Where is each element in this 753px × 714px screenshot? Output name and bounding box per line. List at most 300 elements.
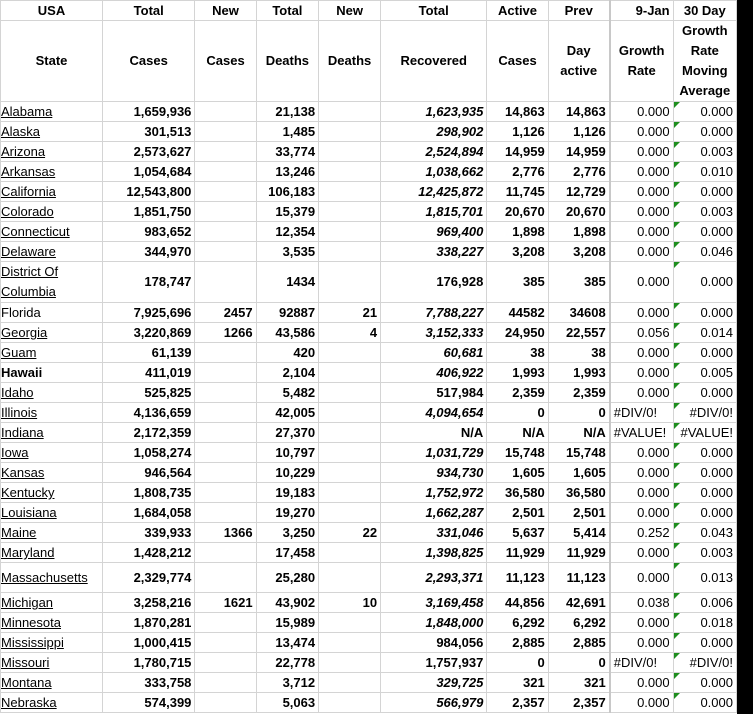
- new-deaths-cell[interactable]: [319, 242, 381, 262]
- moving-average-cell[interactable]: 0.000: [673, 693, 736, 713]
- new-deaths-cell[interactable]: [319, 363, 381, 383]
- prev-day-active-cell[interactable]: 11,123: [548, 563, 609, 593]
- new-deaths-cell[interactable]: [319, 653, 381, 673]
- new-cases-cell[interactable]: [195, 503, 256, 523]
- growth-rate-cell[interactable]: #VALUE!: [610, 423, 673, 443]
- total-deaths-cell[interactable]: 3,250: [256, 523, 319, 543]
- total-cases-cell[interactable]: 4,136,659: [103, 403, 195, 423]
- moving-average-cell[interactable]: 0.003: [673, 142, 736, 162]
- recovered-cell[interactable]: 1,038,662: [381, 162, 487, 182]
- total-deaths-cell[interactable]: 19,270: [256, 503, 319, 523]
- header-total-cases[interactable]: Cases: [103, 21, 195, 102]
- state-cell[interactable]: District Of Columbia: [1, 262, 103, 303]
- prev-day-active-cell[interactable]: N/A: [548, 423, 609, 443]
- moving-average-cell[interactable]: 0.000: [673, 443, 736, 463]
- growth-rate-cell[interactable]: #DIV/0!: [610, 653, 673, 673]
- active-cases-cell[interactable]: 1,126: [487, 122, 548, 142]
- recovered-cell[interactable]: 331,046: [381, 523, 487, 543]
- recovered-cell[interactable]: 4,094,654: [381, 403, 487, 423]
- new-deaths-cell[interactable]: [319, 142, 381, 162]
- moving-average-cell[interactable]: 0.000: [673, 182, 736, 202]
- new-cases-cell[interactable]: [195, 693, 256, 713]
- total-cases-cell[interactable]: 2,172,359: [103, 423, 195, 443]
- growth-rate-cell[interactable]: 0.000: [610, 102, 673, 122]
- header-new-cases-top[interactable]: New: [195, 1, 256, 21]
- new-cases-cell[interactable]: [195, 142, 256, 162]
- new-deaths-cell[interactable]: [319, 463, 381, 483]
- moving-average-cell[interactable]: #DIV/0!: [673, 653, 736, 673]
- new-cases-cell[interactable]: [195, 613, 256, 633]
- total-deaths-cell[interactable]: 15,379: [256, 202, 319, 222]
- active-cases-cell[interactable]: 14,863: [487, 102, 548, 122]
- prev-day-active-cell[interactable]: 6,292: [548, 613, 609, 633]
- new-cases-cell[interactable]: 1366: [195, 523, 256, 543]
- active-cases-cell[interactable]: 0: [487, 653, 548, 673]
- header-total-recovered-top[interactable]: Total: [381, 1, 487, 21]
- prev-day-active-cell[interactable]: 2,357: [548, 693, 609, 713]
- header-new-cases[interactable]: Cases: [195, 21, 256, 102]
- new-cases-cell[interactable]: [195, 483, 256, 503]
- state-cell[interactable]: Georgia: [1, 323, 103, 343]
- new-cases-cell[interactable]: [195, 403, 256, 423]
- growth-rate-cell[interactable]: 0.038: [610, 593, 673, 613]
- moving-average-cell[interactable]: 0.000: [673, 262, 736, 303]
- growth-rate-cell[interactable]: 0.000: [610, 563, 673, 593]
- total-cases-cell[interactable]: 12,543,800: [103, 182, 195, 202]
- active-cases-cell[interactable]: 44,856: [487, 593, 548, 613]
- header-total-deaths[interactable]: Deaths: [256, 21, 319, 102]
- new-deaths-cell[interactable]: [319, 122, 381, 142]
- new-deaths-cell[interactable]: [319, 563, 381, 593]
- total-deaths-cell[interactable]: 10,229: [256, 463, 319, 483]
- header-prev-top[interactable]: Prev: [548, 1, 609, 21]
- header-new-deaths-top[interactable]: New: [319, 1, 381, 21]
- growth-rate-cell[interactable]: 0.000: [610, 182, 673, 202]
- prev-day-active-cell[interactable]: 0: [548, 403, 609, 423]
- total-cases-cell[interactable]: 1,428,212: [103, 543, 195, 563]
- state-cell[interactable]: Maine: [1, 523, 103, 543]
- prev-day-active-cell[interactable]: 385: [548, 262, 609, 303]
- total-deaths-cell[interactable]: 17,458: [256, 543, 319, 563]
- recovered-cell[interactable]: 3,169,458: [381, 593, 487, 613]
- moving-average-cell[interactable]: 0.018: [673, 613, 736, 633]
- growth-rate-cell[interactable]: 0.000: [610, 303, 673, 323]
- moving-average-cell[interactable]: 0.003: [673, 543, 736, 563]
- recovered-cell[interactable]: 1,752,972: [381, 483, 487, 503]
- new-deaths-cell[interactable]: [319, 182, 381, 202]
- state-cell[interactable]: Colorado: [1, 202, 103, 222]
- prev-day-active-cell[interactable]: 20,670: [548, 202, 609, 222]
- total-cases-cell[interactable]: 3,220,869: [103, 323, 195, 343]
- prev-day-active-cell[interactable]: 38: [548, 343, 609, 363]
- active-cases-cell[interactable]: 2,357: [487, 693, 548, 713]
- state-cell[interactable]: Indiana: [1, 423, 103, 443]
- state-cell[interactable]: Montana: [1, 673, 103, 693]
- total-cases-cell[interactable]: 1,780,715: [103, 653, 195, 673]
- new-cases-cell[interactable]: [195, 343, 256, 363]
- growth-rate-cell[interactable]: 0.000: [610, 222, 673, 242]
- prev-day-active-cell[interactable]: 36,580: [548, 483, 609, 503]
- state-cell[interactable]: Massachusetts: [1, 563, 103, 593]
- header-30day-top[interactable]: 30 Day: [673, 1, 736, 21]
- moving-average-cell[interactable]: 0.000: [673, 102, 736, 122]
- recovered-cell[interactable]: 12,425,872: [381, 182, 487, 202]
- active-cases-cell[interactable]: 11,745: [487, 182, 548, 202]
- new-cases-cell[interactable]: [195, 633, 256, 653]
- state-cell[interactable]: Delaware: [1, 242, 103, 262]
- new-deaths-cell[interactable]: 21: [319, 303, 381, 323]
- total-cases-cell[interactable]: 1,659,936: [103, 102, 195, 122]
- new-cases-cell[interactable]: [195, 443, 256, 463]
- total-deaths-cell[interactable]: 27,370: [256, 423, 319, 443]
- prev-day-active-cell[interactable]: 2,359: [548, 383, 609, 403]
- total-cases-cell[interactable]: 333,758: [103, 673, 195, 693]
- state-cell[interactable]: Kentucky: [1, 483, 103, 503]
- prev-day-active-cell[interactable]: 15,748: [548, 443, 609, 463]
- new-cases-cell[interactable]: 2457: [195, 303, 256, 323]
- new-deaths-cell[interactable]: [319, 693, 381, 713]
- prev-day-active-cell[interactable]: 5,414: [548, 523, 609, 543]
- active-cases-cell[interactable]: 11,929: [487, 543, 548, 563]
- total-cases-cell[interactable]: 301,513: [103, 122, 195, 142]
- new-deaths-cell[interactable]: 10: [319, 593, 381, 613]
- state-cell[interactable]: Connecticut: [1, 222, 103, 242]
- growth-rate-cell[interactable]: 0.000: [610, 503, 673, 523]
- moving-average-cell[interactable]: 0.000: [673, 673, 736, 693]
- state-cell[interactable]: Iowa: [1, 443, 103, 463]
- total-cases-cell[interactable]: 1,684,058: [103, 503, 195, 523]
- active-cases-cell[interactable]: 2,501: [487, 503, 548, 523]
- active-cases-cell[interactable]: 385: [487, 262, 548, 303]
- recovered-cell[interactable]: 566,979: [381, 693, 487, 713]
- total-deaths-cell[interactable]: 15,989: [256, 613, 319, 633]
- new-cases-cell[interactable]: [195, 423, 256, 443]
- new-cases-cell[interactable]: [195, 653, 256, 673]
- moving-average-cell[interactable]: 0.000: [673, 303, 736, 323]
- new-deaths-cell[interactable]: [319, 162, 381, 182]
- growth-rate-cell[interactable]: 0.000: [610, 673, 673, 693]
- new-deaths-cell[interactable]: [319, 222, 381, 242]
- prev-day-active-cell[interactable]: 12,729: [548, 182, 609, 202]
- moving-average-cell[interactable]: 0.046: [673, 242, 736, 262]
- state-cell[interactable]: Florida: [1, 303, 103, 323]
- active-cases-cell[interactable]: 14,959: [487, 142, 548, 162]
- total-cases-cell[interactable]: 178,747: [103, 262, 195, 303]
- header-usa[interactable]: USA: [1, 1, 103, 21]
- state-cell[interactable]: Louisiana: [1, 503, 103, 523]
- total-deaths-cell[interactable]: 3,712: [256, 673, 319, 693]
- moving-average-cell[interactable]: 0.000: [673, 463, 736, 483]
- new-cases-cell[interactable]: 1266: [195, 323, 256, 343]
- total-deaths-cell[interactable]: 420: [256, 343, 319, 363]
- prev-day-active-cell[interactable]: 2,885: [548, 633, 609, 653]
- header-new-deaths[interactable]: Deaths: [319, 21, 381, 102]
- total-deaths-cell[interactable]: 21,138: [256, 102, 319, 122]
- header-active-top[interactable]: Active: [487, 1, 548, 21]
- new-deaths-cell[interactable]: [319, 613, 381, 633]
- active-cases-cell[interactable]: 1,993: [487, 363, 548, 383]
- total-cases-cell[interactable]: 344,970: [103, 242, 195, 262]
- total-cases-cell[interactable]: 1,058,274: [103, 443, 195, 463]
- moving-average-cell[interactable]: 0.000: [673, 503, 736, 523]
- recovered-cell[interactable]: 1,623,935: [381, 102, 487, 122]
- growth-rate-cell[interactable]: 0.000: [610, 202, 673, 222]
- total-deaths-cell[interactable]: 5,063: [256, 693, 319, 713]
- total-cases-cell[interactable]: 574,399: [103, 693, 195, 713]
- moving-average-cell[interactable]: 0.000: [673, 383, 736, 403]
- new-cases-cell[interactable]: [195, 202, 256, 222]
- prev-day-active-cell[interactable]: 1,993: [548, 363, 609, 383]
- prev-day-active-cell[interactable]: 321: [548, 673, 609, 693]
- new-deaths-cell[interactable]: [319, 483, 381, 503]
- active-cases-cell[interactable]: 1,898: [487, 222, 548, 242]
- total-cases-cell[interactable]: 339,933: [103, 523, 195, 543]
- new-deaths-cell[interactable]: [319, 543, 381, 563]
- new-cases-cell[interactable]: 1621: [195, 593, 256, 613]
- new-cases-cell[interactable]: [195, 543, 256, 563]
- new-deaths-cell[interactable]: [319, 383, 381, 403]
- moving-average-cell[interactable]: 0.014: [673, 323, 736, 343]
- state-cell[interactable]: Alaska: [1, 122, 103, 142]
- state-cell[interactable]: Guam: [1, 343, 103, 363]
- moving-average-cell[interactable]: 0.000: [673, 343, 736, 363]
- total-deaths-cell[interactable]: 33,774: [256, 142, 319, 162]
- total-cases-cell[interactable]: 61,139: [103, 343, 195, 363]
- prev-day-active-cell[interactable]: 2,776: [548, 162, 609, 182]
- total-cases-cell[interactable]: 1,851,750: [103, 202, 195, 222]
- recovered-cell[interactable]: 934,730: [381, 463, 487, 483]
- total-deaths-cell[interactable]: 92887: [256, 303, 319, 323]
- state-cell[interactable]: Michigan: [1, 593, 103, 613]
- new-cases-cell[interactable]: [195, 363, 256, 383]
- total-deaths-cell[interactable]: 22,778: [256, 653, 319, 673]
- active-cases-cell[interactable]: 2,359: [487, 383, 548, 403]
- new-cases-cell[interactable]: [195, 162, 256, 182]
- growth-rate-cell[interactable]: 0.000: [610, 363, 673, 383]
- new-cases-cell[interactable]: [195, 182, 256, 202]
- new-cases-cell[interactable]: [195, 262, 256, 303]
- new-deaths-cell[interactable]: 22: [319, 523, 381, 543]
- growth-rate-cell[interactable]: 0.000: [610, 483, 673, 503]
- total-deaths-cell[interactable]: 1434: [256, 262, 319, 303]
- total-deaths-cell[interactable]: 43,902: [256, 593, 319, 613]
- header-recovered[interactable]: Recovered: [381, 21, 487, 102]
- total-deaths-cell[interactable]: 12,354: [256, 222, 319, 242]
- total-cases-cell[interactable]: 2,329,774: [103, 563, 195, 593]
- new-deaths-cell[interactable]: [319, 202, 381, 222]
- state-cell[interactable]: Hawaii: [1, 363, 103, 383]
- header-total-cases-top[interactable]: Total: [103, 1, 195, 21]
- total-cases-cell[interactable]: 1,808,735: [103, 483, 195, 503]
- recovered-cell[interactable]: 1,815,701: [381, 202, 487, 222]
- growth-rate-cell[interactable]: 0.000: [610, 543, 673, 563]
- total-deaths-cell[interactable]: 42,005: [256, 403, 319, 423]
- active-cases-cell[interactable]: N/A: [487, 423, 548, 443]
- state-cell[interactable]: Minnesota: [1, 613, 103, 633]
- active-cases-cell[interactable]: 15,748: [487, 443, 548, 463]
- prev-day-active-cell[interactable]: 1,126: [548, 122, 609, 142]
- moving-average-cell[interactable]: 0.010: [673, 162, 736, 182]
- active-cases-cell[interactable]: 24,950: [487, 323, 548, 343]
- growth-rate-cell[interactable]: 0.000: [610, 443, 673, 463]
- moving-average-cell[interactable]: 0.000: [673, 483, 736, 503]
- recovered-cell[interactable]: 517,984: [381, 383, 487, 403]
- recovered-cell[interactable]: N/A: [381, 423, 487, 443]
- prev-day-active-cell[interactable]: 14,863: [548, 102, 609, 122]
- state-cell[interactable]: Missouri: [1, 653, 103, 673]
- header-moving-average[interactable]: Growth Rate Moving Average: [673, 21, 736, 102]
- total-deaths-cell[interactable]: 10,797: [256, 443, 319, 463]
- moving-average-cell[interactable]: 0.000: [673, 222, 736, 242]
- growth-rate-cell[interactable]: 0.000: [610, 122, 673, 142]
- recovered-cell[interactable]: 176,928: [381, 262, 487, 303]
- active-cases-cell[interactable]: 5,637: [487, 523, 548, 543]
- new-cases-cell[interactable]: [195, 242, 256, 262]
- prev-day-active-cell[interactable]: 11,929: [548, 543, 609, 563]
- growth-rate-cell[interactable]: 0.000: [610, 162, 673, 182]
- recovered-cell[interactable]: 1,757,937: [381, 653, 487, 673]
- new-cases-cell[interactable]: [195, 673, 256, 693]
- recovered-cell[interactable]: 60,681: [381, 343, 487, 363]
- prev-day-active-cell[interactable]: 1,605: [548, 463, 609, 483]
- header-total-deaths-top[interactable]: Total: [256, 1, 319, 21]
- state-cell[interactable]: Arizona: [1, 142, 103, 162]
- total-cases-cell[interactable]: 1,000,415: [103, 633, 195, 653]
- header-active-cases[interactable]: Cases: [487, 21, 548, 102]
- total-cases-cell[interactable]: 946,564: [103, 463, 195, 483]
- new-deaths-cell[interactable]: [319, 673, 381, 693]
- new-deaths-cell[interactable]: [319, 443, 381, 463]
- recovered-cell[interactable]: 329,725: [381, 673, 487, 693]
- prev-day-active-cell[interactable]: 42,691: [548, 593, 609, 613]
- moving-average-cell[interactable]: 0.003: [673, 202, 736, 222]
- prev-day-active-cell[interactable]: 0: [548, 653, 609, 673]
- total-deaths-cell[interactable]: 25,280: [256, 563, 319, 593]
- total-cases-cell[interactable]: 411,019: [103, 363, 195, 383]
- recovered-cell[interactable]: 7,788,227: [381, 303, 487, 323]
- state-cell[interactable]: Kansas: [1, 463, 103, 483]
- total-cases-cell[interactable]: 1,054,684: [103, 162, 195, 182]
- moving-average-cell[interactable]: 0.000: [673, 122, 736, 142]
- header-prev-day-active[interactable]: Day active: [548, 21, 609, 102]
- new-deaths-cell[interactable]: [319, 102, 381, 122]
- active-cases-cell[interactable]: 0: [487, 403, 548, 423]
- new-deaths-cell[interactable]: [319, 633, 381, 653]
- growth-rate-cell[interactable]: 0.000: [610, 262, 673, 303]
- growth-rate-cell[interactable]: 0.000: [610, 343, 673, 363]
- recovered-cell[interactable]: 2,293,371: [381, 563, 487, 593]
- active-cases-cell[interactable]: 38: [487, 343, 548, 363]
- active-cases-cell[interactable]: 6,292: [487, 613, 548, 633]
- state-cell[interactable]: Idaho: [1, 383, 103, 403]
- state-cell[interactable]: Arkansas: [1, 162, 103, 182]
- recovered-cell[interactable]: 1,848,000: [381, 613, 487, 633]
- recovered-cell[interactable]: 2,524,894: [381, 142, 487, 162]
- recovered-cell[interactable]: 1,031,729: [381, 443, 487, 463]
- total-cases-cell[interactable]: 983,652: [103, 222, 195, 242]
- moving-average-cell[interactable]: 0.000: [673, 633, 736, 653]
- new-deaths-cell[interactable]: [319, 262, 381, 303]
- new-deaths-cell[interactable]: [319, 503, 381, 523]
- active-cases-cell[interactable]: 1,605: [487, 463, 548, 483]
- header-state[interactable]: State: [1, 21, 103, 102]
- growth-rate-cell[interactable]: 0.000: [610, 693, 673, 713]
- prev-day-active-cell[interactable]: 22,557: [548, 323, 609, 343]
- recovered-cell[interactable]: 406,922: [381, 363, 487, 383]
- total-deaths-cell[interactable]: 13,246: [256, 162, 319, 182]
- recovered-cell[interactable]: 969,400: [381, 222, 487, 242]
- header-growth-rate[interactable]: Growth Rate: [610, 21, 673, 102]
- total-deaths-cell[interactable]: 5,482: [256, 383, 319, 403]
- total-deaths-cell[interactable]: 43,586: [256, 323, 319, 343]
- prev-day-active-cell[interactable]: 3,208: [548, 242, 609, 262]
- total-deaths-cell[interactable]: 13,474: [256, 633, 319, 653]
- total-deaths-cell[interactable]: 106,183: [256, 182, 319, 202]
- new-cases-cell[interactable]: [195, 102, 256, 122]
- growth-rate-cell[interactable]: 0.000: [610, 142, 673, 162]
- recovered-cell[interactable]: 3,152,333: [381, 323, 487, 343]
- growth-rate-cell[interactable]: 0.056: [610, 323, 673, 343]
- total-deaths-cell[interactable]: 19,183: [256, 483, 319, 503]
- state-cell[interactable]: Maryland: [1, 543, 103, 563]
- prev-day-active-cell[interactable]: 2,501: [548, 503, 609, 523]
- moving-average-cell[interactable]: 0.013: [673, 563, 736, 593]
- moving-average-cell[interactable]: #VALUE!: [673, 423, 736, 443]
- new-cases-cell[interactable]: [195, 383, 256, 403]
- active-cases-cell[interactable]: 20,670: [487, 202, 548, 222]
- active-cases-cell[interactable]: 36,580: [487, 483, 548, 503]
- new-cases-cell[interactable]: [195, 563, 256, 593]
- new-deaths-cell[interactable]: [319, 403, 381, 423]
- prev-day-active-cell[interactable]: 14,959: [548, 142, 609, 162]
- new-cases-cell[interactable]: [195, 463, 256, 483]
- recovered-cell[interactable]: 1,662,287: [381, 503, 487, 523]
- total-cases-cell[interactable]: 7,925,696: [103, 303, 195, 323]
- active-cases-cell[interactable]: 2,885: [487, 633, 548, 653]
- state-cell[interactable]: Mississippi: [1, 633, 103, 653]
- total-deaths-cell[interactable]: 1,485: [256, 122, 319, 142]
- total-deaths-cell[interactable]: 3,535: [256, 242, 319, 262]
- growth-rate-cell[interactable]: 0.000: [610, 463, 673, 483]
- active-cases-cell[interactable]: 2,776: [487, 162, 548, 182]
- growth-rate-cell[interactable]: #DIV/0!: [610, 403, 673, 423]
- prev-day-active-cell[interactable]: 1,898: [548, 222, 609, 242]
- new-deaths-cell[interactable]: [319, 423, 381, 443]
- growth-rate-cell[interactable]: 0.000: [610, 383, 673, 403]
- recovered-cell[interactable]: 984,056: [381, 633, 487, 653]
- moving-average-cell[interactable]: 0.043: [673, 523, 736, 543]
- total-cases-cell[interactable]: 3,258,216: [103, 593, 195, 613]
- moving-average-cell[interactable]: #DIV/0!: [673, 403, 736, 423]
- prev-day-active-cell[interactable]: 34608: [548, 303, 609, 323]
- new-cases-cell[interactable]: [195, 122, 256, 142]
- moving-average-cell[interactable]: 0.006: [673, 593, 736, 613]
- state-cell[interactable]: Illinois: [1, 403, 103, 423]
- active-cases-cell[interactable]: 11,123: [487, 563, 548, 593]
- recovered-cell[interactable]: 1,398,825: [381, 543, 487, 563]
- total-cases-cell[interactable]: 2,573,627: [103, 142, 195, 162]
- total-deaths-cell[interactable]: 2,104: [256, 363, 319, 383]
- recovered-cell[interactable]: 298,902: [381, 122, 487, 142]
- growth-rate-cell[interactable]: 0.252: [610, 523, 673, 543]
- state-cell[interactable]: California: [1, 182, 103, 202]
- growth-rate-cell[interactable]: 0.000: [610, 613, 673, 633]
- state-cell[interactable]: Nebraska: [1, 693, 103, 713]
- active-cases-cell[interactable]: 44582: [487, 303, 548, 323]
- growth-rate-cell[interactable]: 0.000: [610, 242, 673, 262]
- new-cases-cell[interactable]: [195, 222, 256, 242]
- header-date[interactable]: 9-Jan: [610, 1, 673, 21]
